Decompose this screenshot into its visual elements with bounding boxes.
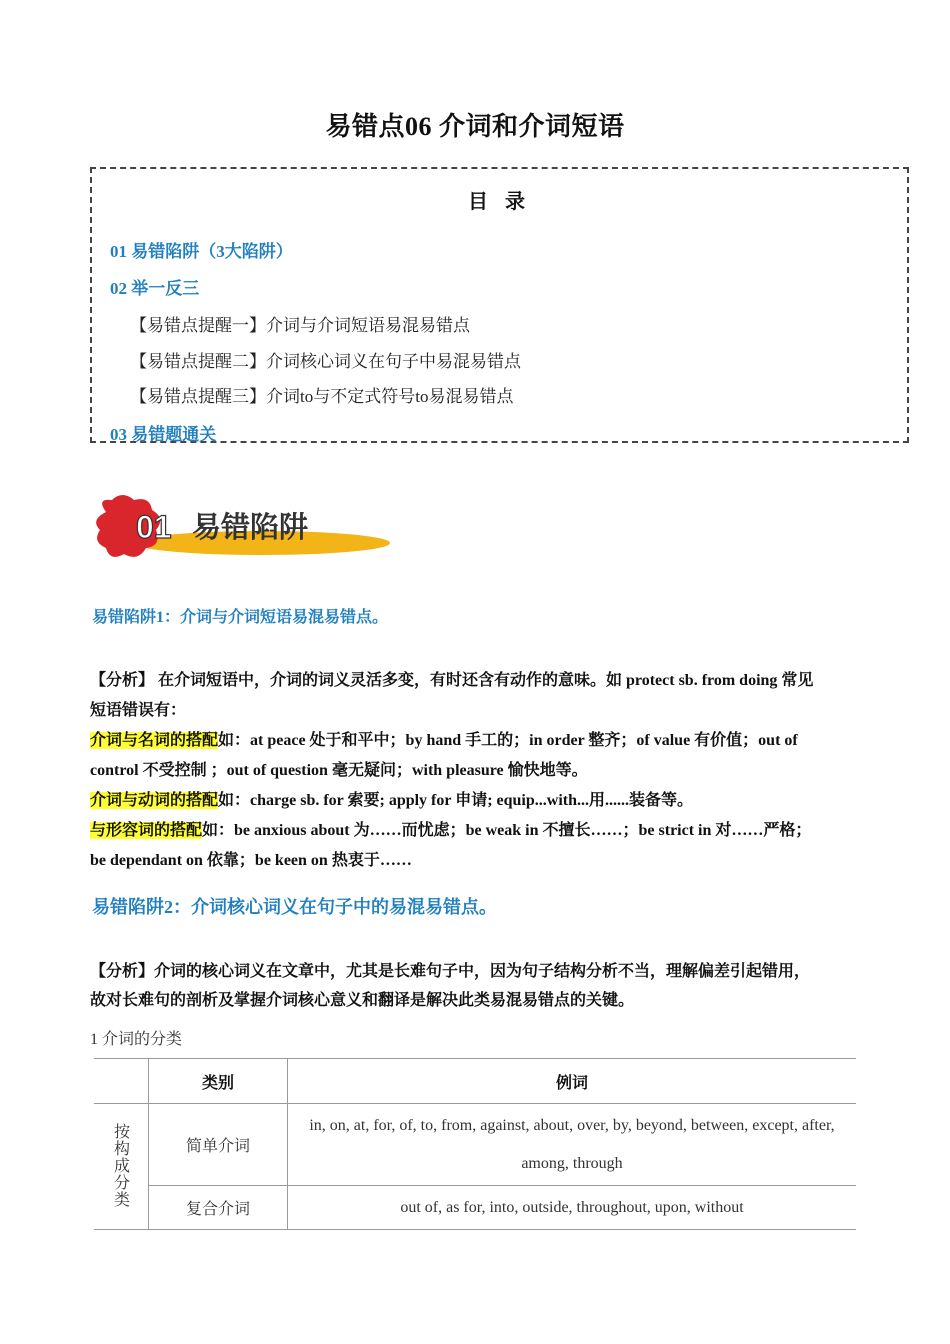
trap2-analysis [90,957,862,1015]
table-header-row [94,1059,856,1104]
classification-subheading: 1 介词的分类 [90,1031,183,1048]
table-row [94,1186,856,1230]
toc-item-examples[interactable]: 02 举一反三 [110,279,200,298]
row1-examples [288,1104,857,1186]
row2-label: 复合介词 [149,1186,288,1230]
trap2-analysis-line2: 故对长难句的剖析及掌握介词核心意义和翻译是解决此类易混易错点的关键。 [90,992,635,1009]
row1-examples-line1: in, on, at, for, of, to, from, against, about, over, by, beyond, between, except, after, [309,1116,835,1134]
adj-collocation-cont: be dependant on 依靠；be keen on 热衷于…… [90,852,412,869]
header-examples: 例词 [288,1059,857,1104]
toc-subitem-2[interactable]: 【易错点提醒二】介词核心词义在句子中易混易错点 [130,352,521,371]
toc-subitem-1[interactable]: 【易错点提醒一】介词与介词短语易混易错点 [130,316,470,335]
table-header-empty [94,1059,149,1104]
header-category: 类别 [149,1059,288,1104]
banner-text: 易错陷阱 [192,510,309,544]
adj-collocation-text: 如：be anxious about 为……而忧虑；be weak in 不擅长……；be strict in 对……严格； [202,822,812,839]
banner-number: 01 [136,509,172,545]
page-title: 易错点06 介词和介词短语 [325,112,625,141]
toc-subitem-3[interactable]: 【易错点提醒三】介词to与不定式符号to易混易错点 [130,387,514,406]
trap1-analysis-line1: 【分析】 在介词短语中，介词的词义灵活多变，有时还含有动作的意味。如 protect sb. from doing 常见 [90,672,814,689]
table-of-contents [90,167,909,443]
verb-collocation-highlight: 介词与动词的搭配 [90,792,219,809]
row2-examples: out of, as for, into, outside, throughout, upon, without [288,1186,857,1230]
preposition-classification-table [94,1058,856,1230]
row1-label: 简单介词 [149,1104,288,1186]
group-label: 按构成分类 [114,1124,131,1209]
noun-collocation-cont: control 不受控制 ；out of question 毫无疑问；with pleasure 愉快地等。 [90,762,588,779]
noun-collocation-highlight: 介词与名词的搭配 [90,732,219,749]
table-row [94,1104,856,1186]
toc-heading: 目 录 [468,191,531,213]
group-cell [94,1104,149,1230]
section-banner [92,492,392,564]
adj-collocation-highlight: 与形容词的搭配 [90,822,203,839]
trap1-title: 易错陷阱1：介词与介词短语易混易错点。 [92,609,389,626]
row1-examples-line2: among, through [521,1154,623,1172]
toc-item-traps[interactable]: 01 易错陷阱（3大陷阱） [110,242,293,261]
trap2-analysis-line1: 【分析】介词的核心词义在文章中，尤其是长难句子中，因为句子结构分析不当，理解偏差引起错用， [90,963,811,980]
toc-item-exercises[interactable]: 03 易错题通关 [110,425,217,444]
trap1-analysis-line2: 短语错误有： [90,702,187,719]
noun-collocation-line [90,726,862,756]
noun-collocation-text: 如：at peace 处于和平中；by hand 手工的；in order 整齐；of value 有价值；out of [218,732,798,749]
trap1-analysis [90,666,862,876]
verb-collocation-text: 如：charge sb. for 索要; apply for 申请; equip...with...用......装备等。 [218,792,693,809]
verb-collocation-line [90,786,862,816]
trap2-title: 易错陷阱2：介词核心词义在句子中的易混易错点。 [92,897,497,917]
adj-collocation-line [90,816,862,846]
